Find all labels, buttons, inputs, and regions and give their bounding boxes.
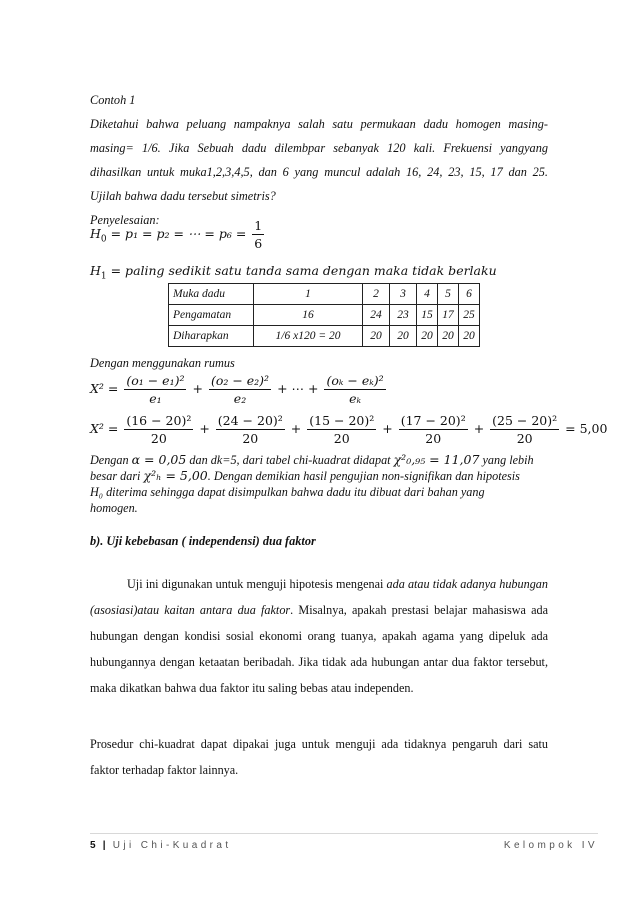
calc-term: $\frac{\text{(25 − 20)²}}{20}$ <box>492 413 558 446</box>
page-number: 5 <box>90 840 97 851</box>
table-cell: 20 <box>390 326 417 347</box>
footer-title: Uji Chi-Kuadrat <box>112 840 232 851</box>
conclusion-line-1: Dengan α = 0,05 dan dk=5, dari tabel chi-kuadrat didapat χ²₀,₉₅ = 11,07 yang lebih <box>90 452 534 467</box>
table-cell: 25 <box>459 305 480 326</box>
chi-square-calculation: X² = $\frac{\text{(16 − 20)²}}{20}$ + $\frac{\text{(24 − 20)²}}{20}$ + $\frac{\text{(15 − 20)²}}{20}$ + $\frac{\text{(17 − 20)²}}{20}$ + $\frac{\text{(25 − 20)²}}{20}$ = 5,00 <box>90 413 608 446</box>
table-cell: 2 <box>363 284 390 305</box>
table-cell: 20 <box>363 326 390 347</box>
problem-line: Ujilah bahwa dadu tersebut simetris? <box>90 189 276 203</box>
table-row <box>169 326 480 347</box>
table-cell: 20 <box>417 326 438 347</box>
table-cell: 5 <box>438 284 459 305</box>
table-cell: 3 <box>390 284 417 305</box>
problem-line: Diketahui bahwa peluang nampaknya salah satu permukaan dadu homogen masing- <box>90 117 548 131</box>
calc-term: $\frac{\text{(24 − 20)²}}{20}$ <box>217 413 283 446</box>
table-cell: Muka dadu <box>169 284 254 305</box>
section-heading: b). Uji kebebasan ( independensi) dua faktor <box>90 534 316 548</box>
table-row <box>169 305 480 326</box>
table-cell: 1 <box>254 284 363 305</box>
chi-square-formula: X² = $\frac{\text{(o₁ − e₁)²}}{\text{e₁}}$ + $\frac{\text{(o₂ − e₂)²}}{\text{e₂}}$ + ⋯ + $\frac{\text{(oₖ − eₖ)²}}{\text{eₖ}}$ <box>90 373 384 406</box>
problem-line: masing= 1/6. Jika Sebuah dadu dilembpar sebanyak 120 kali. Frekuensi yangyang <box>90 141 548 155</box>
hypothesis-h0: $H_0 = p_1 = p_2$ = ⋯ = p₆ = $\frac{1}{6}$ <box>90 218 263 251</box>
conclusion-line-3: H₀ diterima sehingga dapat disimpulkan bahwa dadu itu dibuat dari bahan yang <box>90 485 485 499</box>
calc-term: $\frac{\text{(15 − 20)²}}{20}$ <box>309 413 375 446</box>
table-cell: 24 <box>363 305 390 326</box>
hypothesis-h1: $H_1$ = paling sedikit satu tanda sama dengan maka tidak berlaku <box>90 263 497 282</box>
table-cell: 15 <box>417 305 438 326</box>
table-cell: Diharapkan <box>169 326 254 347</box>
conclusion-line-4: homogen. <box>90 501 138 515</box>
table-cell: Pengamatan <box>169 305 254 326</box>
calc-term: $\frac{\text{(17 − 20)²}}{20}$ <box>400 413 466 446</box>
formula-term: $\frac{\text{(o₂ − e₂)²}}{\text{e₂}}$ <box>210 373 270 406</box>
table-cell: 20 <box>438 326 459 347</box>
solution-label: Penyelesaian: <box>90 213 160 227</box>
formula-term: $\frac{\text{(oₖ − eₖ)²}}{\text{eₖ}}$ <box>326 373 384 406</box>
formula-intro: Dengan menggunakan rumus <box>90 356 235 370</box>
frequency-table <box>168 283 480 347</box>
section-paragraph-1: Uji ini digunakan untuk menguji hipotesis mengenai ada atau tidak adanya hubungan (asosiasi)atau kaitan antara dua faktor. Misalnya, apakah prestasi belajar mahasiswa ada hubungan dengan kondisi sosial ekonomi orang tuanya, apakah agama yang dipeluk ada hubungannya dengan ketaatan beribadah. Jika tidak ada hubungan antar dua faktor tersebut, maka dikatkan bahwa dua faktor itu saling bebas atau independen. <box>90 577 548 695</box>
example-title: Contoh 1 <box>90 93 136 107</box>
h0-fraction: $\frac{1}{6}$ <box>254 218 263 251</box>
table-header-row <box>169 284 480 305</box>
footer-left: 5 | Uji Chi-Kuadrat <box>90 840 232 851</box>
table-cell: 23 <box>390 305 417 326</box>
conclusion-line-2: besar dari χ²ₕ = 5,00. Dengan demikian hasil pengujian non-signifikan dan hipotesis <box>90 468 520 483</box>
problem-line: dihasilkan untuk muka1,2,3,4,5, dan 6 yang muncul adalah 16, 24, 23, 15, 17 dan 25. <box>90 165 548 179</box>
section-paragraph-2: Prosedur chi-kuadrat dapat dipakai juga untuk menguji ada tidaknya pengaruh dari satu faktor terhadap faktor lainnya. <box>90 737 548 777</box>
table-cell: 17 <box>438 305 459 326</box>
table-cell: 1/6 x120 = 20 <box>254 326 363 347</box>
table-cell: 20 <box>459 326 480 347</box>
conclusion <box>90 452 548 516</box>
problem-statement <box>90 112 548 232</box>
formula-term: $\frac{\text{(o₁ − e₁)²}}{\text{e₁}}$ <box>126 373 185 406</box>
footer-right: Kelompok IV <box>503 840 598 851</box>
footer-divider <box>90 833 598 834</box>
table-cell: 4 <box>417 284 438 305</box>
table-cell: 16 <box>254 305 363 326</box>
calc-term: $\frac{\text{(16 − 20)²}}{20}$ <box>126 413 192 446</box>
table-cell: 6 <box>459 284 480 305</box>
